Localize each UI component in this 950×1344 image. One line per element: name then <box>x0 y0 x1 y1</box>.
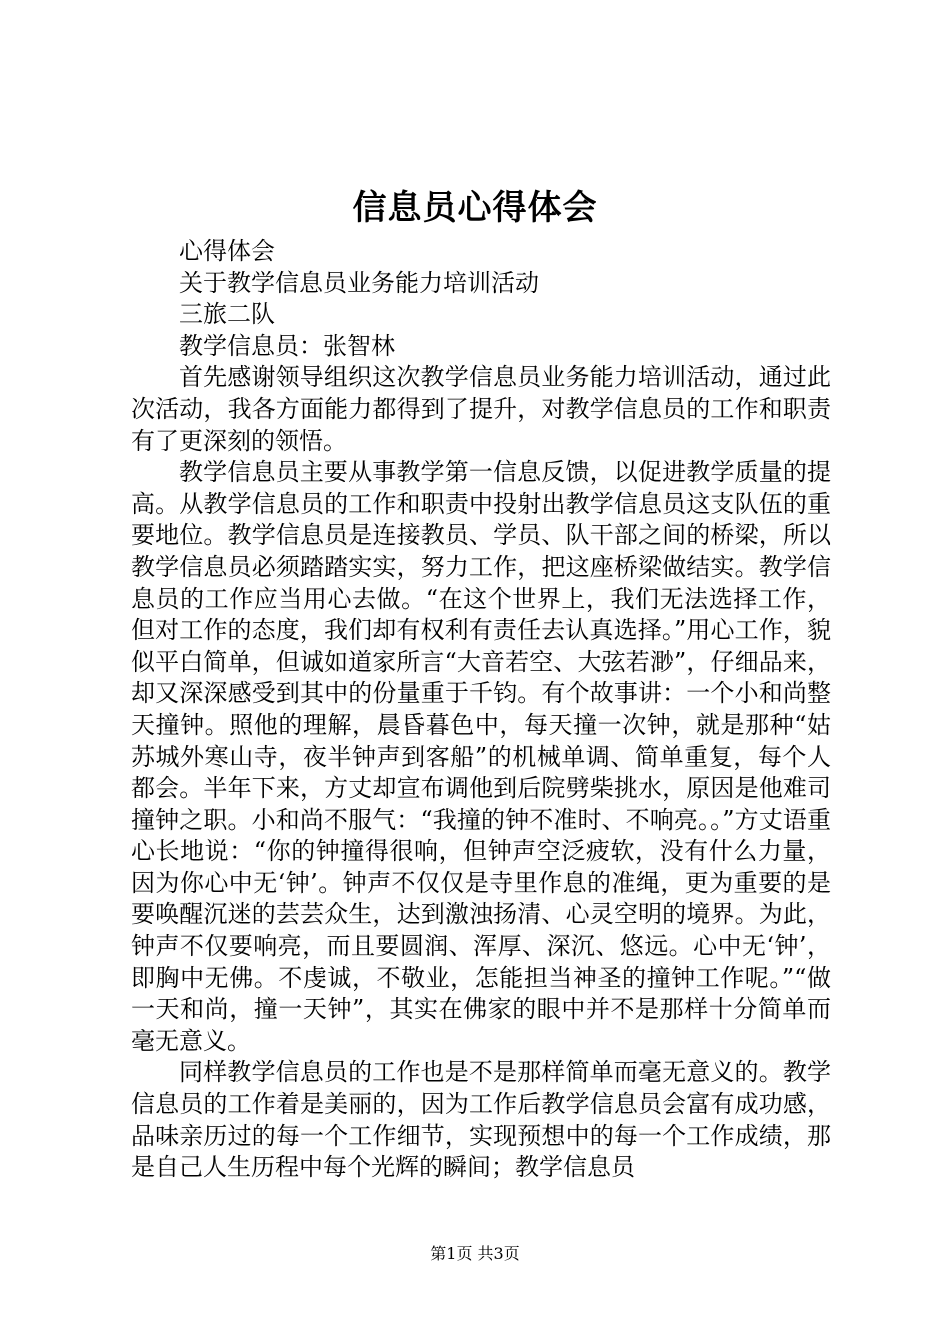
header-line-author: 教学信息员：张智林 <box>179 331 395 360</box>
page-footer: 第1页 共3页 <box>430 1244 520 1263</box>
document-body <box>131 236 831 1184</box>
paragraph: 教学信息员主要从事教学第一信息反馈，以促进教学质量的提高。从教学信息员的工作和职责中投射出教学信息员这支队伍的重要地位。教学信息员是连接教员、学员、队干部之间的桥梁，所以教学信息员必须踏踏实实，努力工作，把这座桥梁做结实。教学信息员的工作应当用心去做。“在这个世界上，我们无法选择工作，但对工作的态度，我们却有权利有责任去认真选择。”用心工作，貌似平白简单，但诚如道家所言“大音若空、大弦若渺”，仔细品来，却又深深感受到其中的份量重于千钧。有个故事讲：一个小和尚整天撞钟。照他的理解，晨昏暮色中，每天撞一次钟，就是那种“姑苏城外寒山寺，夜半钟声到客船”的机械单调、简单重复，每个人都会。半年下来，方丈却宣布调他到后院劈柴挑水，原因是他难司撞钟之职。小和尚不服气：“我撞的钟不准时、不响亮。。”方丈语重心长地说：“你的钟撞得很响，但钟声空泛疲软，没有什么力量，因为你心中无‘钟’。钟声不仅仅是寺里作息的准绳，更为重要的是要唤醒沉迷的芸芸众生，达到激浊扬清、心灵空明的境界。为此，钟声不仅要响亮，而且要圆润、浑厚、深沉、悠远。心中无‘钟’，即胸中无佛。不虔诚，不敬业，怎能担当神圣的撞钟工作呢。”“做一天和尚，撞一天钟”，其实在佛家的眼中并不是那样十分简单而毫无意义。 <box>131 458 831 1055</box>
paragraph: 同样教学信息员的工作也是不是那样简单而毫无意义的。教学信息员的工作着是美丽的，因为工作后教学信息员会富有成功感，品味亲历过的每一个工作细节，实现预想中的每一个工作成绩，那是自己人生历程中每个光辉的瞬间；教学信息员 <box>131 1058 831 1182</box>
header-line-unit: 三旅二队 <box>179 300 275 329</box>
header-line-subject: 关于教学信息员业务能力培训活动 <box>179 268 539 297</box>
paragraph: 首先感谢领导组织这次教学信息员业务能力培训活动，通过此次活动，我各方面能力都得到了提升，对教学信息员的工作和职责有了更深刻的领悟。 <box>131 363 831 455</box>
document-title: 信息员心得体会 <box>352 188 598 228</box>
header-line-heading: 心得体会 <box>179 237 275 265</box>
